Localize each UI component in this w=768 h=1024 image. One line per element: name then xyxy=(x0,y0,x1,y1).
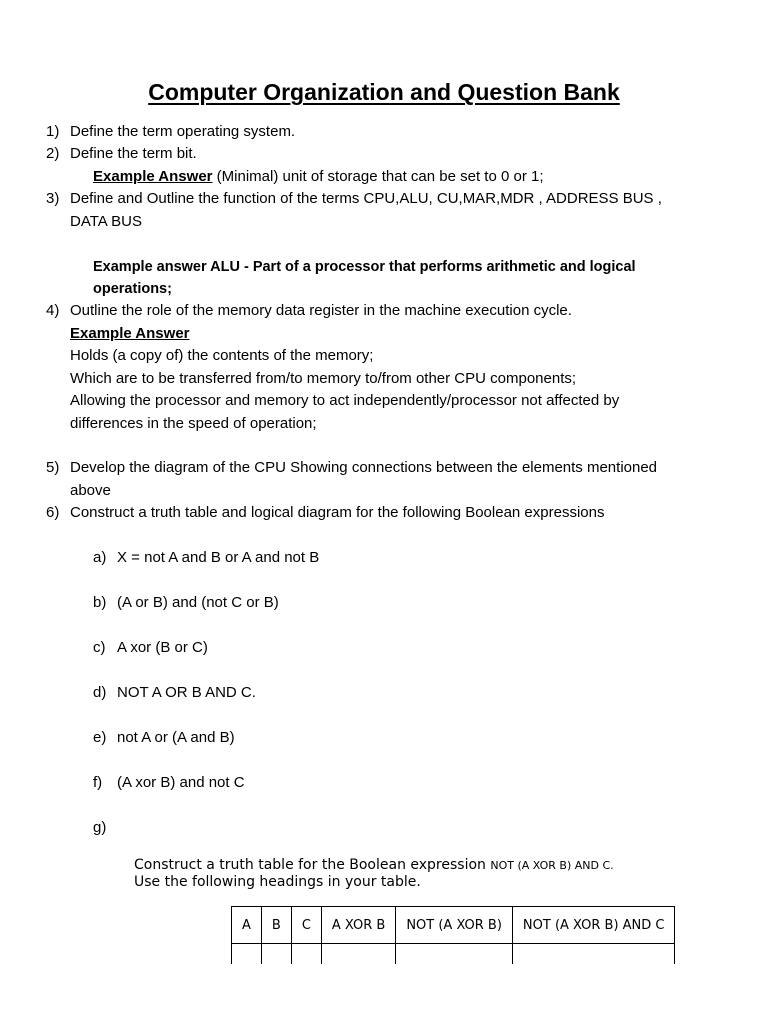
question-3-line-2: DATA BUS xyxy=(70,213,142,230)
part-expression: not A or (A and B) xyxy=(117,729,235,746)
table-row xyxy=(232,944,675,965)
answer-line: Allowing the processor and memory to act independently/processor not affected by xyxy=(70,392,620,409)
example-answer-q3-line-1: Example answer ALU - Part of a processor that performs arithmetic and logical xyxy=(93,259,636,275)
part-label: d) xyxy=(93,684,107,701)
question-5-line-2: above xyxy=(70,482,111,499)
part-label: b) xyxy=(93,594,107,611)
example-text: (Minimal) unit of storage that can be set to 0 or 1; xyxy=(212,168,544,185)
question-5-line-1: Develop the diagram of the CPU Showing connections between the elements mentioned xyxy=(70,459,658,476)
question-number: 6) xyxy=(46,504,60,521)
question-number: 2) xyxy=(46,145,60,162)
part-label: c) xyxy=(93,639,106,656)
question-number: 5) xyxy=(46,459,60,476)
column-header: A XOR B xyxy=(321,907,395,944)
question-2: Define the term bit. xyxy=(70,145,197,162)
table-cell xyxy=(512,944,675,965)
question-number: 4) xyxy=(46,302,60,319)
g-instruction-line-1: Construct a truth table for the Boolean expression NOT (A XOR B) AND C. xyxy=(134,857,614,873)
question-3-line-1: Define and Outline the function of the terms CPU,ALU, CU,MAR,MDR , ADDRESS BUS , xyxy=(70,190,662,207)
answer-line: Which are to be transferred from/to memory to/from other CPU components; xyxy=(70,370,577,387)
table-cell xyxy=(291,944,321,965)
answer-line: differences in the speed of operation; xyxy=(70,415,317,432)
part-expression: (A xor B) and not C xyxy=(117,774,245,791)
g-instruction-line-2: Use the following headings in your table. xyxy=(134,874,421,890)
example-answer-q2 xyxy=(93,167,544,187)
part-expression: A xor (B or C) xyxy=(117,639,208,656)
part-label: g) xyxy=(93,819,107,836)
example-label: Example Answer xyxy=(93,168,213,185)
answer-line: Holds (a copy of) the contents of the memory; xyxy=(70,347,374,364)
truth-table xyxy=(231,906,675,964)
question-number: 1) xyxy=(46,123,60,140)
page-title: Computer Organization and Question Bank xyxy=(148,79,620,105)
part-expression: X = not A and B or A and not B xyxy=(117,549,320,566)
table-cell xyxy=(321,944,395,965)
column-header: NOT (A XOR B) xyxy=(396,907,513,944)
table-cell xyxy=(232,944,262,965)
question-6: Construct a truth table and logical diagram for the following Boolean expressions xyxy=(70,504,605,521)
part-expression: (A or B) and (not C or B) xyxy=(117,594,279,611)
table-cell xyxy=(396,944,513,965)
example-label: Example Answer xyxy=(70,325,190,342)
part-expression: NOT A OR B AND C. xyxy=(117,684,256,701)
part-label: e) xyxy=(93,729,107,746)
example-answer-q3-line-2: operations; xyxy=(93,281,172,297)
column-header: C xyxy=(291,907,321,944)
column-header: A xyxy=(232,907,262,944)
question-number: 3) xyxy=(46,190,60,207)
part-label: f) xyxy=(93,774,103,791)
question-1: Define the term operating system. xyxy=(70,123,296,140)
column-header: NOT (A XOR B) AND C xyxy=(512,907,675,944)
table-cell xyxy=(261,944,291,965)
table-header-row xyxy=(232,907,675,944)
column-header: B xyxy=(261,907,291,944)
question-4: Outline the role of the memory data register in the machine execution cycle. xyxy=(70,302,572,319)
part-label: a) xyxy=(93,549,107,566)
